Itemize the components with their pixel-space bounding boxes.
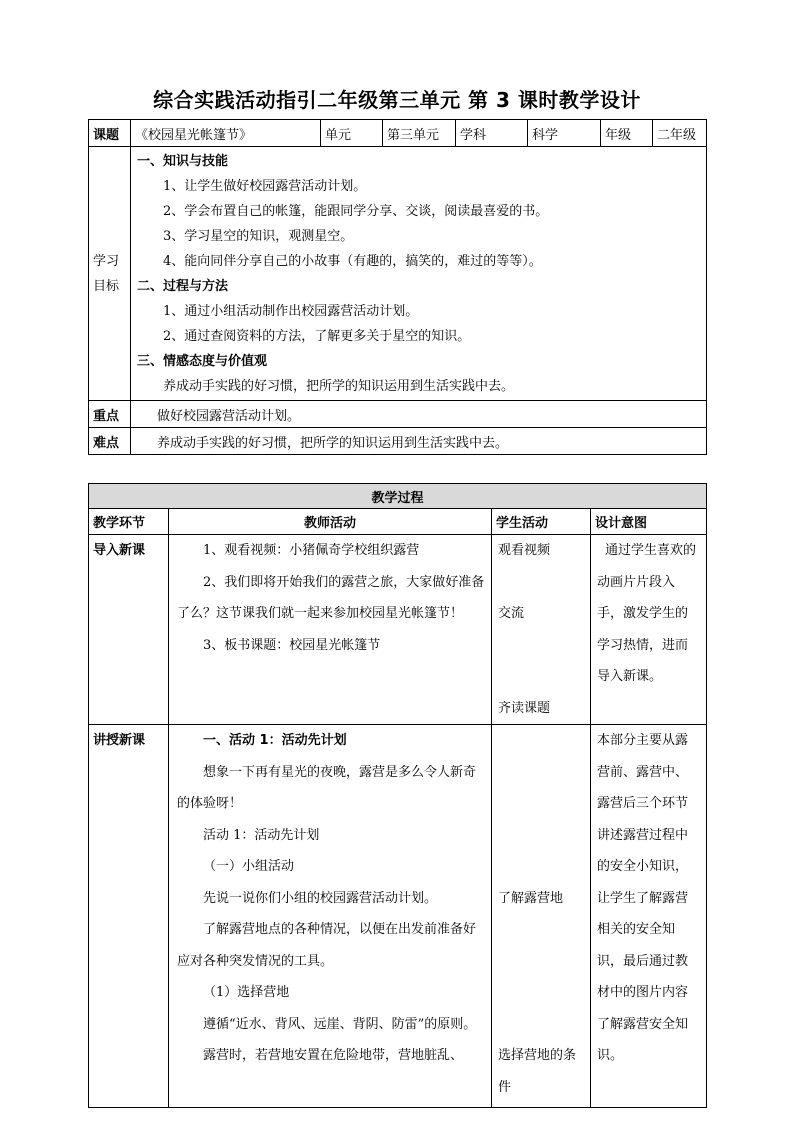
design-intent-intro: 通过学生喜欢的动画片片段入手，激发学生的学习热情，进而导入新课。 <box>591 535 707 725</box>
col-header-student: 学生活动 <box>492 509 591 535</box>
lesson-info-table <box>88 119 707 455</box>
table-row <box>89 725 707 1108</box>
key-point-label: 重点 <box>89 401 131 428</box>
unit-value: 第三单元 <box>383 120 456 147</box>
student-activity-intro: 观看视频 交流 齐读课题 <box>492 535 591 725</box>
goal-item: 4、能向同伴分享自己的小故事（有趣的，搞笑的，难过的等等）。 <box>163 254 542 269</box>
difficult-point-value: 养成动手实践的好习惯，把所学的知识运用到生活实践中去。 <box>131 428 707 455</box>
goal-item: 2、通过查阅资料的方法，了解更多关于星空的知识。 <box>163 329 471 344</box>
stage-new-lesson: 讲授新课 <box>89 725 169 1108</box>
unit-label: 单元 <box>321 120 383 147</box>
goal-item: 2、学会布置自己的帐篷，能跟同学分享、交谈，阅读最喜爱的书。 <box>163 204 549 219</box>
goal-item: 养成动手实践的好习惯，把所学的知识运用到生活实践中去。 <box>163 379 515 394</box>
key-point-value: 做好校园露营活动计划。 <box>131 401 707 428</box>
subject-value: 科学 <box>528 120 601 147</box>
page-title: 综合实践活动指引二年级第三单元 第 3 课时教学设计 <box>153 88 641 112</box>
goal-item: 3、学习星空的知识，观测星空。 <box>163 229 354 244</box>
stage-intro: 导入新课 <box>89 535 169 725</box>
design-intent-new: 本部分主要从露营前、露营中、露营后三个环节讲述露营过程中的安全小知识，让学生了解露营相关的安全知识，最后通过教材中的图片内容了解露营安全知识。 <box>591 725 707 1108</box>
process-table <box>88 483 707 1108</box>
col-header-stage: 教学环节 <box>89 509 169 535</box>
student-activity-new: 了解露营地 选择营地的条 件 <box>492 725 591 1108</box>
difficult-point-label: 难点 <box>89 428 131 455</box>
topic-label: 课题 <box>89 120 131 147</box>
grade-label: 年级 <box>601 120 653 147</box>
teacher-activity-new: 一、活动 1：活动先计划 想象一下再有星光的夜晚，露营是多么令人新奇的体验呀！ 活动 1：活动先计划 （一）小组活动 先说一说你们小组的校园露营活动计划。 了解露营地点的各种情况，以便在出发前准备好应对各种突发情况的工具。 （1）选择营地 遵循“近水、背风、远崖、背阴、防雷”的原则。 露营时，若营地安置在危险地带，营地脏乱、 <box>169 725 492 1108</box>
table-row <box>89 535 707 725</box>
goals-section-3-title: 三、情感态度与价值观 <box>137 354 268 369</box>
goal-item: 1、让学生做好校园露营活动计划。 <box>163 179 367 194</box>
goals-section-2-title: 二、过程与方法 <box>137 279 229 294</box>
goals-label: 学习 目标 <box>89 147 131 401</box>
grade-value: 二年级 <box>653 120 707 147</box>
goal-item: 1、通过小组活动制作出校园露营活动计划。 <box>163 304 419 319</box>
subject-label: 学科 <box>456 120 528 147</box>
teacher-activity-intro: 1、观看视频：小猪佩奇学校组织露营 2、我们即将开始我们的露营之旅，大家做好准备了么？这节课我们就一起来参加校园星光帐篷节！ 3、板书课题：校园星光帐篷节 <box>169 535 492 725</box>
process-title: 教学过程 <box>89 484 707 509</box>
topic-value: 《校园星光帐篷节》 <box>131 120 321 147</box>
col-header-teacher: 教师活动 <box>169 509 492 535</box>
col-header-intent: 设计意图 <box>591 509 707 535</box>
goals-content <box>131 147 707 401</box>
goals-section-1-title: 一、知识与技能 <box>137 154 229 169</box>
